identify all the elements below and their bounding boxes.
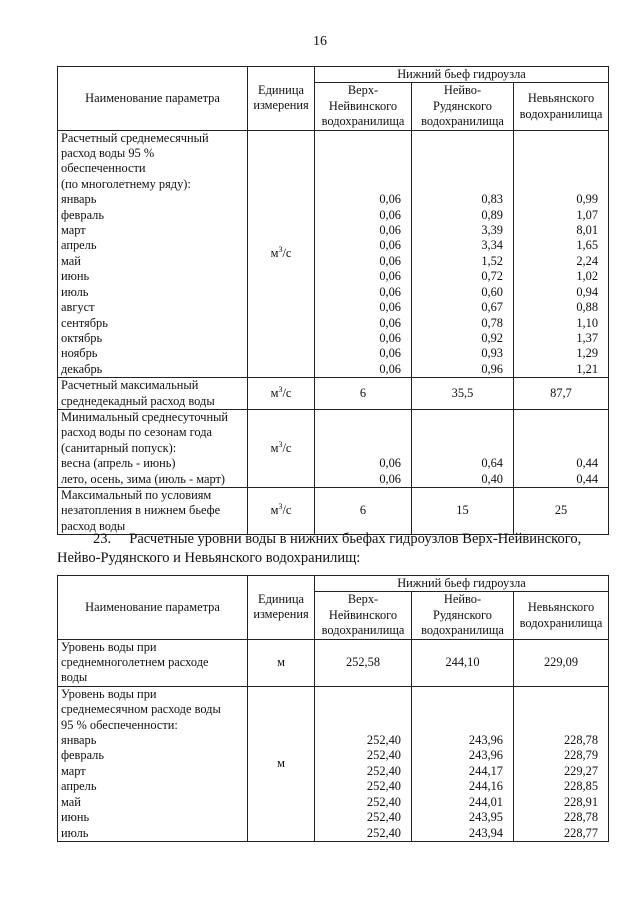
row-max-nonflooding-discharge — [58, 487, 609, 534]
header-col-verkh-neyvinsk: Верх- Нейвинского водохранилища — [315, 592, 412, 639]
max-nonflooding-col3: 25 — [514, 487, 609, 534]
monthly-level-col3: 228,78 228,79 229,27 228,85 228,91 228,78 228,77 — [514, 686, 609, 841]
header-unit: Единица измерения — [248, 576, 315, 640]
row-avg-level — [58, 639, 609, 686]
avg-level-col2: 244,10 — [412, 639, 514, 686]
max-decade-col3: 87,7 — [514, 378, 609, 410]
header-col-verkh-neyvinsk: Верх- Нейвинского водохранилища — [315, 83, 412, 130]
max-nonflooding-unit: $м^3/с$ — [248, 487, 315, 534]
monthly-level-names: Уровень воды при среднемесячном расходе воды 95 % обеспеченности: январь февраль март апрель май июнь июль — [58, 686, 248, 841]
min-sanitary-col2: 0,64 0,40 — [412, 409, 514, 487]
max-decade-unit: $м^3/с$ — [248, 378, 315, 410]
avg-level-name: Уровень воды при среднемноголетнем расходе воды — [58, 639, 248, 686]
header-col-neyvo-rudyansk: Нейво- Рудянского водохранилища — [412, 592, 514, 639]
max-nonflooding-col1: 6 — [315, 487, 412, 534]
avg-level-col3: 229,09 — [514, 639, 609, 686]
header-col-nevyansk: Невьянского водохранилища — [514, 83, 609, 130]
monthly-discharge-col1: 0,06 0,06 0,06 0,06 0,06 0,06 0,06 0,06 0,06 0,06 0,06 0,06 — [315, 130, 412, 378]
min-sanitary-col3: 0,44 0,44 — [514, 409, 609, 487]
header-unit: Единица измерения — [248, 67, 315, 131]
discharge-table — [57, 66, 609, 535]
row-min-sanitary-release — [58, 409, 609, 487]
min-sanitary-unit: $м^3/с$ — [248, 409, 315, 487]
row-monthly-level — [58, 686, 609, 841]
header-group: Нижний бьеф гидроузла — [315, 576, 609, 592]
max-decade-col1: 6 — [315, 378, 412, 410]
monthly-level-unit: м — [248, 686, 315, 841]
avg-level-col1: 252,58 — [315, 639, 412, 686]
monthly-discharge-unit: $м^3/с$ — [248, 130, 315, 378]
min-sanitary-col1: 0,06 0,06 — [315, 409, 412, 487]
avg-level-unit: м — [248, 639, 315, 686]
header-param: Наименование параметра — [58, 576, 248, 640]
header-col-nevyansk: Невьянского водохранилища — [514, 592, 609, 639]
monthly-discharge-col3: 0,99 1,07 8,01 1,65 2,24 1,02 0,94 0,88 1,10 1,37 1,29 1,21 — [514, 130, 609, 378]
max-decade-name: Расчетный максимальный среднедекадный расход воды — [58, 378, 248, 410]
page-number: 16 — [313, 34, 327, 49]
monthly-level-col2: 243,96 243,96 244,17 244,16 244,01 243,95 243,94 — [412, 686, 514, 841]
row-monthly-discharge — [58, 130, 609, 378]
max-decade-col2: 35,5 — [412, 378, 514, 410]
monthly-discharge-names: Расчетный среднемесячный расход воды 95 % обеспеченности (по многолетнему ряду): январь февраль март апрель май июнь июль август сентябрь октябрь ноябрь декабрь — [58, 130, 248, 378]
water-level-table — [57, 575, 609, 842]
header-param: Наименование параметра — [58, 67, 248, 131]
section-23-paragraph: 23. Расчетные уровни воды в нижних бьефах гидроузлов Верх-Нейвинского, Нейво-Рудянского и Невьянского водохранилищ: — [57, 531, 582, 566]
monthly-level-col1: 252,40 252,40 252,40 252,40 252,40 252,40 252,40 — [315, 686, 412, 841]
max-nonflooding-col2: 15 — [412, 487, 514, 534]
min-sanitary-names: Минимальный среднесуточный расход воды по сезонам года (санитарный попуск): весна (апрель - июнь) лето, осень, зима (июль - март) — [58, 409, 248, 487]
max-nonflooding-name: Максимальный по условиям незатопления в нижнем бьефе расход воды — [58, 487, 248, 534]
header-group: Нижний бьеф гидроузла — [315, 67, 609, 83]
row-max-decade-discharge — [58, 378, 609, 410]
header-col-neyvo-rudyansk: Нейво- Рудянского водохранилища — [412, 83, 514, 130]
monthly-discharge-col2: 0,83 0,89 3,39 3,34 1,52 0,72 0,60 0,67 0,78 0,92 0,93 0,96 — [412, 130, 514, 378]
